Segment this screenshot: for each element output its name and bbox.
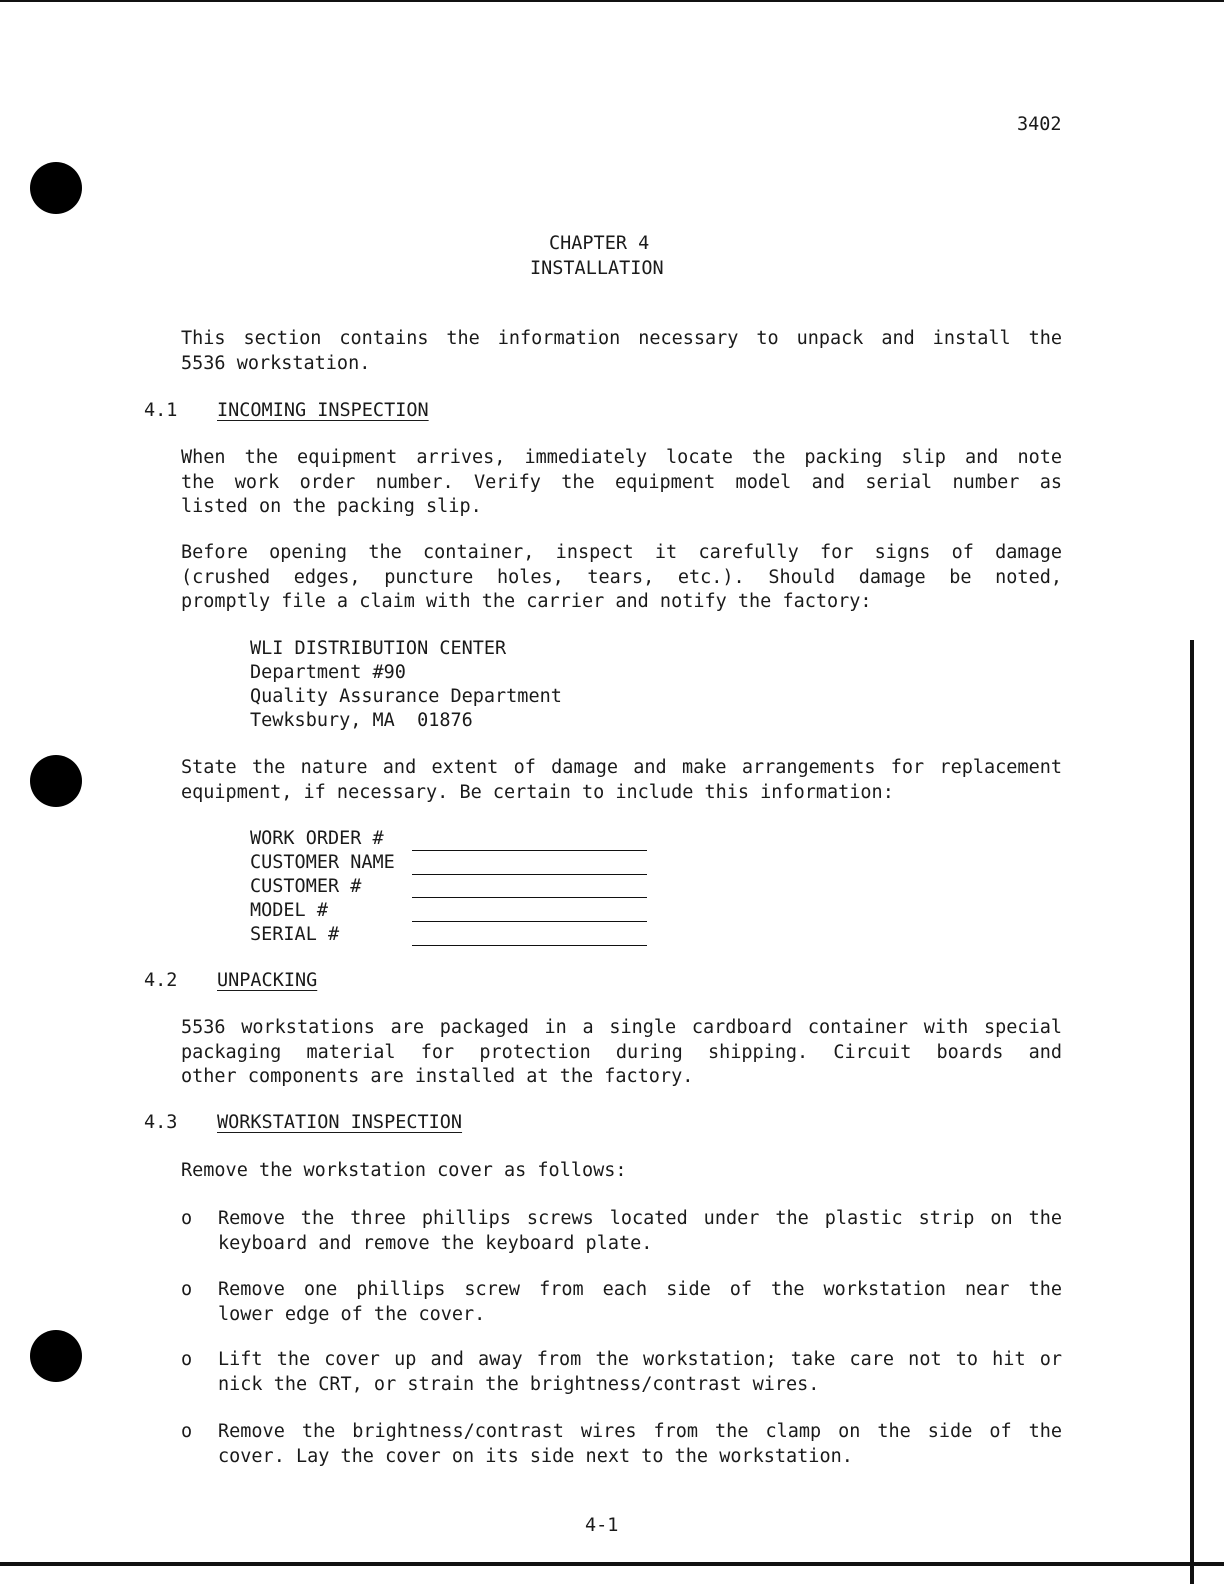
bullet-marker: o [181, 1208, 193, 1229]
damage-paragraph: State the nature and extent of damage and make arrangements for replacement equipment, if necessary. Be certain to include this information: [181, 757, 1062, 803]
intro-paragraph: This section contains the information necessary to unpack and install the 5536 workstation. [181, 328, 1062, 374]
bullet-marker: o [181, 1279, 193, 1300]
field-label-work-order: WORK ORDER # [250, 828, 384, 849]
list-item: Remove one phillips screw from each side of the workstation near the lower edge of the cover. [218, 1279, 1062, 1325]
bullet-marker: o [181, 1421, 193, 1442]
field-label-model: MODEL # [250, 900, 328, 921]
document-number: 3402 [1017, 114, 1062, 135]
field-line-model[interactable] [412, 921, 647, 922]
incoming-paragraph-1: When the equipment arrives, immediately locate the packing slip and note the work order number. Verify the equipment model and serial number as listed on the packing slip. [181, 447, 1062, 517]
top-edge-line [0, 0, 1224, 2]
field-label-serial: SERIAL # [250, 924, 340, 945]
incoming-paragraph-2: Before opening the container, inspect it carefully for signs of damage (crushed edges, puncture holes, tears, etc.). Should damage be noted, promptly file a claim with the carrier and notify the factory: [181, 542, 1062, 612]
field-line-customer-name[interactable] [412, 874, 647, 875]
address-line: Tewksbury, MA 01876 [250, 710, 473, 731]
inspection-intro: Remove the workstation cover as follows: [181, 1160, 627, 1181]
list-item: Remove the three phillips screws located under the plastic strip on the keyboard and remove the keyboard plate. [218, 1208, 1062, 1254]
bottom-edge-line [0, 1562, 1224, 1566]
list-item: Remove the brightness/contrast wires from the clamp on the side of the cover. Lay the cover on its side next to the workstation. [218, 1421, 1062, 1467]
right-edge-line [1190, 640, 1194, 1584]
field-label-customer-name: CUSTOMER NAME [250, 852, 395, 873]
address-line: Quality Assurance Department [250, 686, 562, 707]
section-4-2-number: 4.2 [144, 970, 178, 991]
section-4-3-number: 4.3 [144, 1112, 178, 1133]
section-4-1-number: 4.1 [144, 400, 178, 421]
section-4-3-title: WORKSTATION INSPECTION [217, 1112, 463, 1133]
page-number: 4-1 [585, 1515, 619, 1536]
bullet-marker: o [181, 1349, 193, 1370]
section-4-1-title: INCOMING INSPECTION [217, 400, 429, 421]
field-line-work-order[interactable] [412, 850, 647, 851]
field-line-customer-number[interactable] [412, 897, 647, 898]
address-line: WLI DISTRIBUTION CENTER [250, 638, 507, 659]
unpacking-paragraph: 5536 workstations are packaged in a single cardboard container with special packaging material for protection during shipping. Circuit boards and other components are installed at the factory. [181, 1017, 1062, 1087]
list-item: Lift the cover up and away from the workstation; take care not to hit or nick the CRT, or strain the brightness/contrast wires. [218, 1349, 1062, 1395]
chapter-heading: CHAPTER 4 [549, 233, 650, 254]
field-line-serial[interactable] [412, 945, 647, 946]
field-label-customer-number: CUSTOMER # [250, 876, 362, 897]
binder-hole-bottom [30, 1330, 82, 1382]
chapter-title: INSTALLATION [530, 258, 664, 279]
address-line: Department #90 [250, 662, 406, 683]
section-4-2-title: UNPACKING [217, 970, 318, 991]
binder-hole-middle [30, 755, 82, 807]
binder-hole-top [30, 162, 82, 214]
